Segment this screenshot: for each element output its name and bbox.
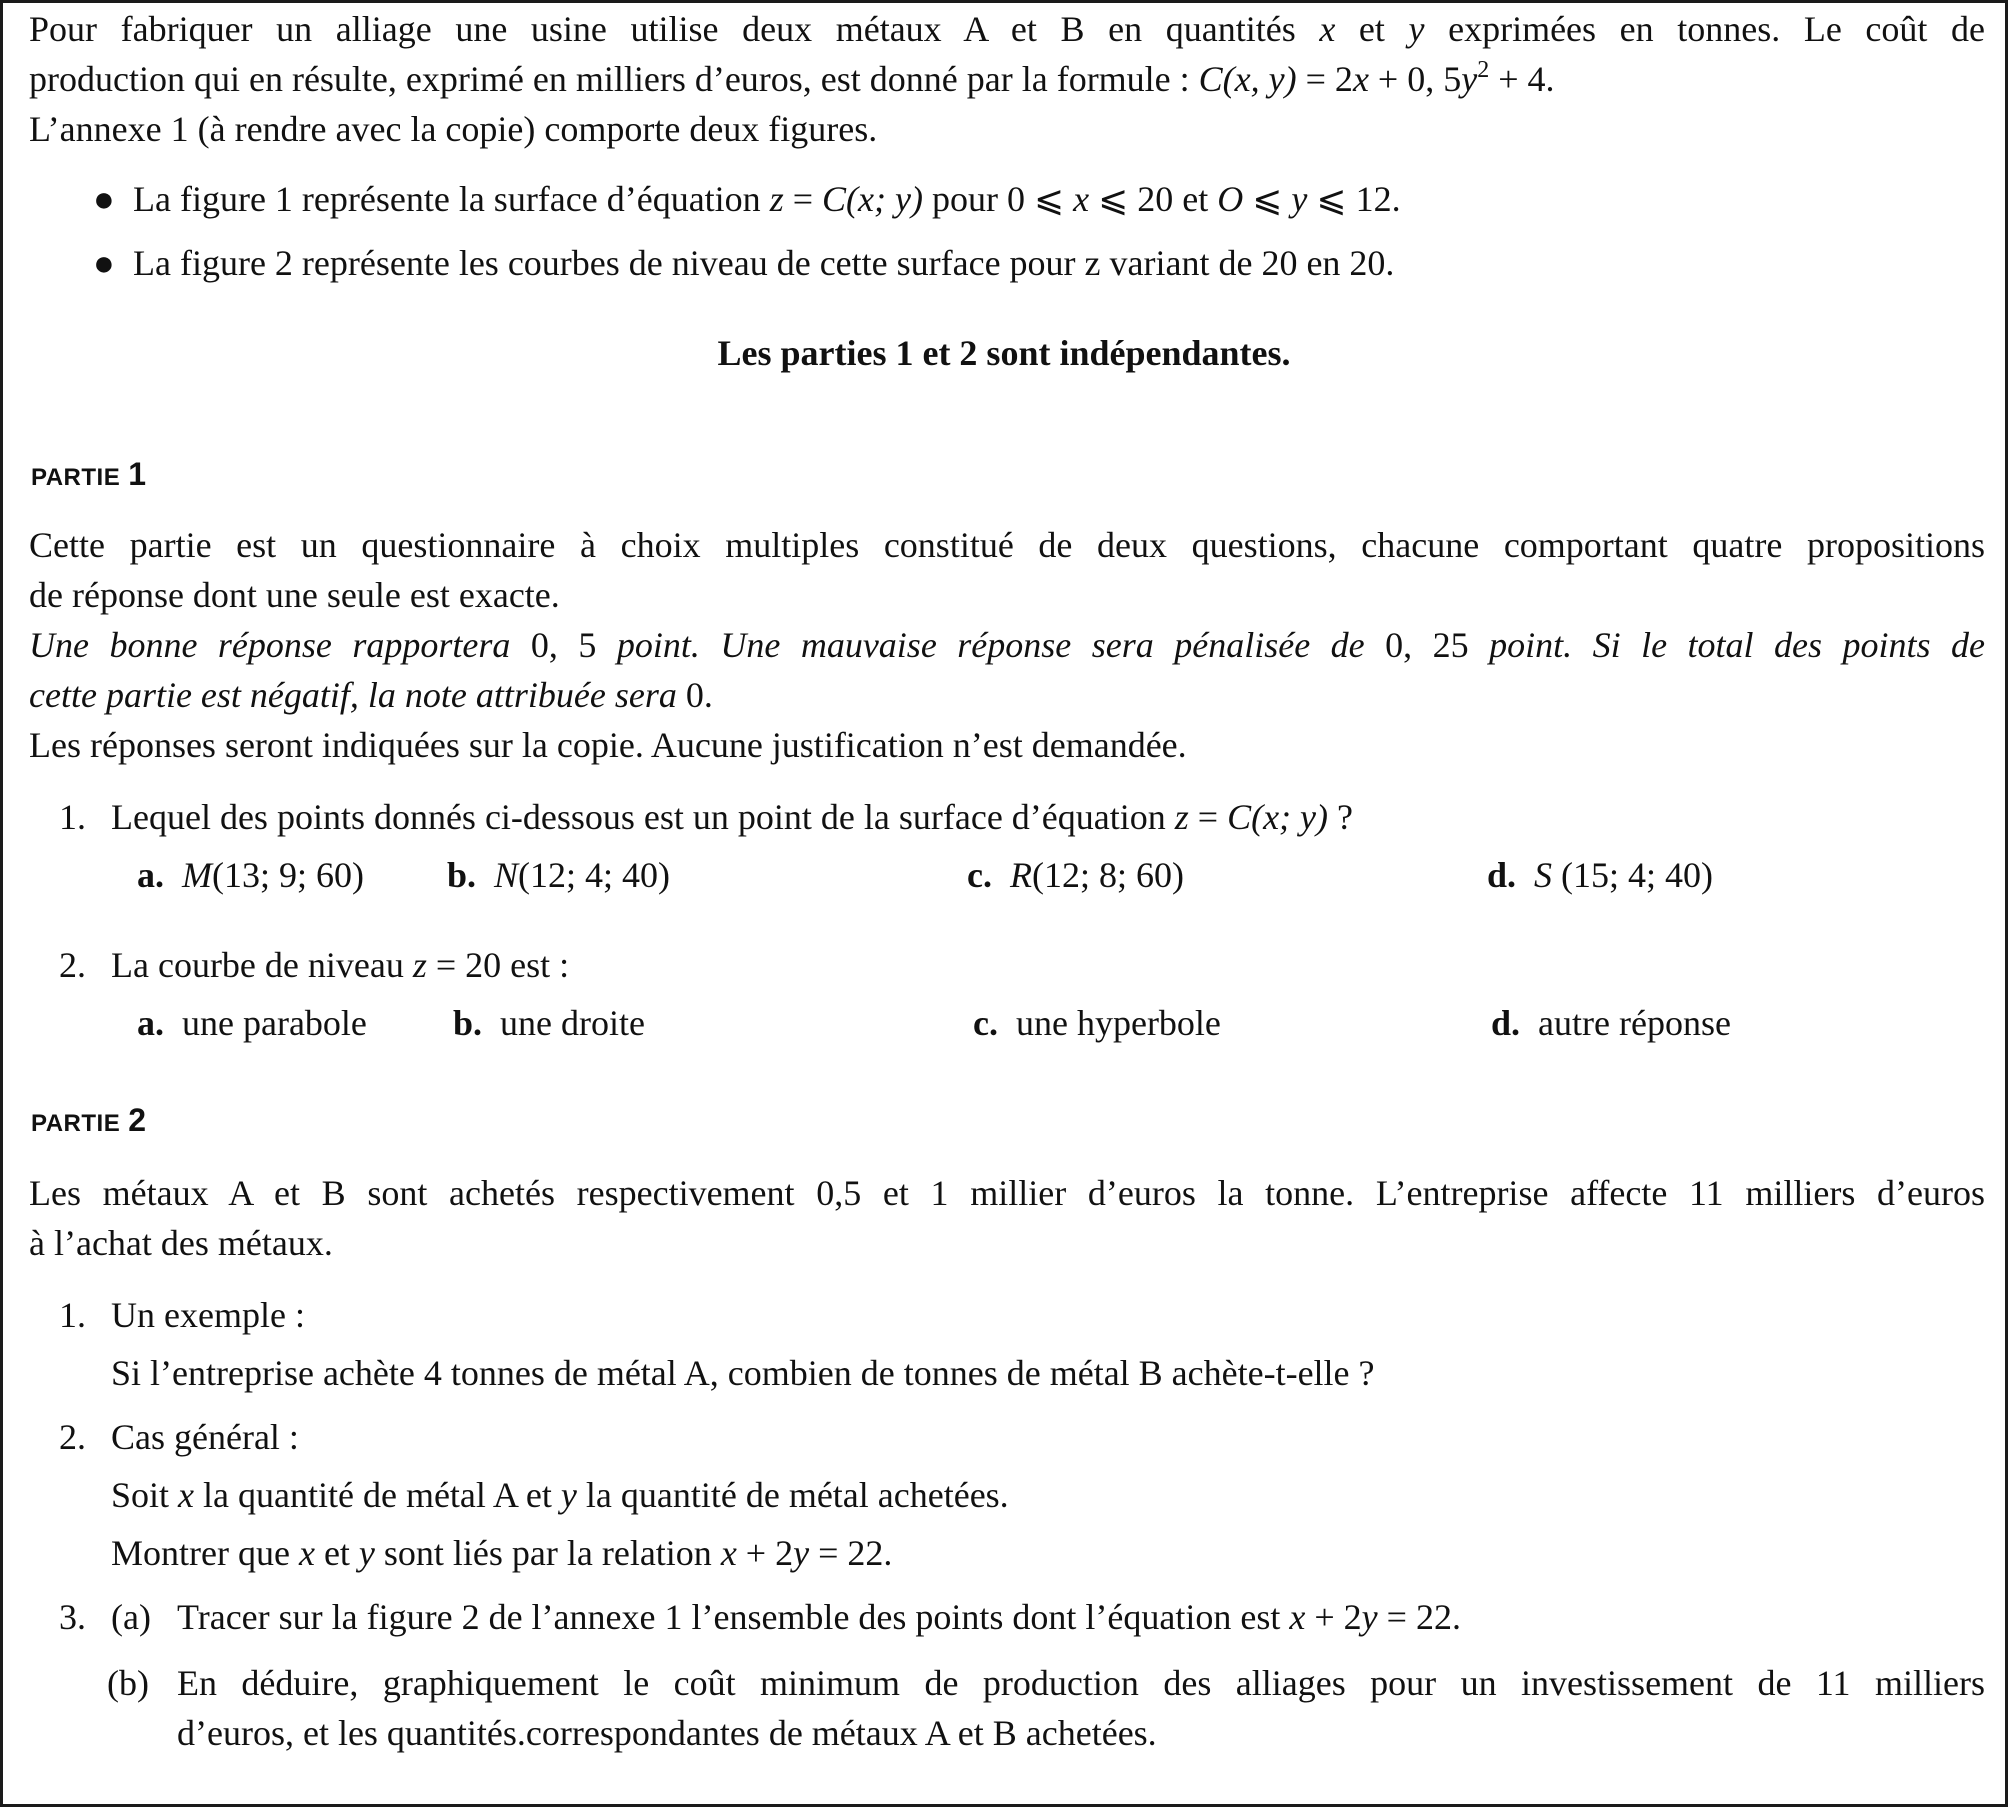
question-1-text: Lequel des points donnés ci-dessous est un point de la surface d’équation z = C(x; y) ? xyxy=(111,797,1353,837)
q1-option-a: a. M(13; 9; 60) xyxy=(137,855,364,895)
p2-question-3b-label: (b) xyxy=(107,1663,149,1703)
q2-option-d: d. autre réponse xyxy=(1491,1003,1731,1043)
p2-question-2-number: 2. xyxy=(59,1417,86,1457)
cost-formula-lhs: C(x, y) xyxy=(1198,59,1297,99)
p2-question-2-line-1: Soit x la quantité de métal A et y la quantité de métal achetées. xyxy=(111,1475,1009,1515)
question-2-number: 2. xyxy=(59,945,86,985)
p2-question-3a-text: Tracer sur la figure 2 de l’annexe 1 l’ensemble des points dont l’équation est x + 2y = 22. xyxy=(177,1597,1461,1637)
p2-question-2-title: Cas général : xyxy=(111,1417,299,1457)
intro-line-2: production qui en résulte, exprimé en milliers d’euros, est donné par la formule : C(x, y) = 2x + 0, $5y^2 + 4$. xyxy=(29,57,1555,99)
intro-line-1: Pour fabriquer un alliage une usine utilise deux métaux A et B en quantités x et y exprimées en tonnes. Le coût de xyxy=(29,9,1986,49)
independent-parts-note: Les parties 1 et 2 sont indépendantes. xyxy=(717,333,1291,373)
q2-option-b: b. une droite xyxy=(453,1003,645,1043)
partie-2-para-1: Les métaux A et B sont achetés respectivement 0,5 et 1 millier d’euros la tonne. L’entreprise affecte 11 milliers d’euros xyxy=(29,1173,1985,1213)
bullet-dot: ● xyxy=(93,179,115,219)
question-2-text: La courbe de niveau z = 20 est : xyxy=(111,945,570,985)
partie-1-para-1: Cette partie est un questionnaire à choix multiples constitué de deux questions, chacune comportant quatre propositions xyxy=(29,525,1985,565)
p2-question-3b-line-1: En déduire, graphiquement le coût minimum de production des alliages pour un investissement de 11 milliers xyxy=(177,1663,1985,1703)
bullet-dot: ● xyxy=(93,243,115,283)
q1-option-c: c. R(12; 8; 60) xyxy=(967,855,1184,895)
p2-question-2-line-2: Montrer que x et y sont liés par la relation x + 2y = 22. xyxy=(111,1533,893,1573)
p2-question-1-title: Un exemple : xyxy=(111,1295,305,1335)
q1-option-b: b. N(12; 4; 40) xyxy=(447,855,671,895)
question-1-number: 1. xyxy=(59,797,86,837)
p2-question-3b-line-2: d’euros, et les quantités.correspondantes de métaux A et B achetées. xyxy=(177,1713,1157,1753)
partie-1-heading: PARTIE 1 xyxy=(31,456,147,492)
intro-line-3: L’annexe 1 (à rendre avec la copie) comporte deux figures. xyxy=(29,109,878,149)
p2-question-3a-label: (a) xyxy=(111,1597,151,1637)
partie-1-scoring-line-1: Une bonne réponse rapportera 0, 5 point. Une mauvaise réponse sera pénalisée de 0, 25 point. Si le total des points de xyxy=(29,625,1985,665)
partie-1-para-2: de réponse dont une seule est exacte. xyxy=(29,575,560,615)
bullet-figure-2: La figure 2 représente les courbes de niveau de cette surface pour z variant de 20 en 20. xyxy=(133,243,1395,283)
p2-question-1-number: 1. xyxy=(59,1295,86,1335)
bullet-figure-1: La figure 1 représente la surface d’équation z = C(x; y) pour 0 ⩽ x ⩽ 20 et O ⩽ y ⩽ 12. xyxy=(133,179,1401,219)
partie-2-heading: PARTIE 2 xyxy=(31,1102,147,1138)
partie-2-para-2: à l’achat des métaux. xyxy=(29,1223,333,1263)
partie-1-para-5: Les réponses seront indiquées sur la copie. Aucune justification n’est demandée. xyxy=(29,725,1187,765)
q2-option-c: c. une hyperbole xyxy=(973,1003,1221,1043)
q1-option-d: d. S (15; 4; 40) xyxy=(1487,855,1714,895)
p2-question-3-number: 3. xyxy=(59,1597,86,1637)
partie-1-scoring-line-2: cette partie est négatif, la note attribuée sera 0. xyxy=(29,675,713,715)
p2-question-1-text: Si l’entreprise achète 4 tonnes de métal A, combien de tonnes de métal B achète-t-elle ? xyxy=(111,1353,1375,1393)
q2-option-a: a. une parabole xyxy=(137,1003,367,1043)
